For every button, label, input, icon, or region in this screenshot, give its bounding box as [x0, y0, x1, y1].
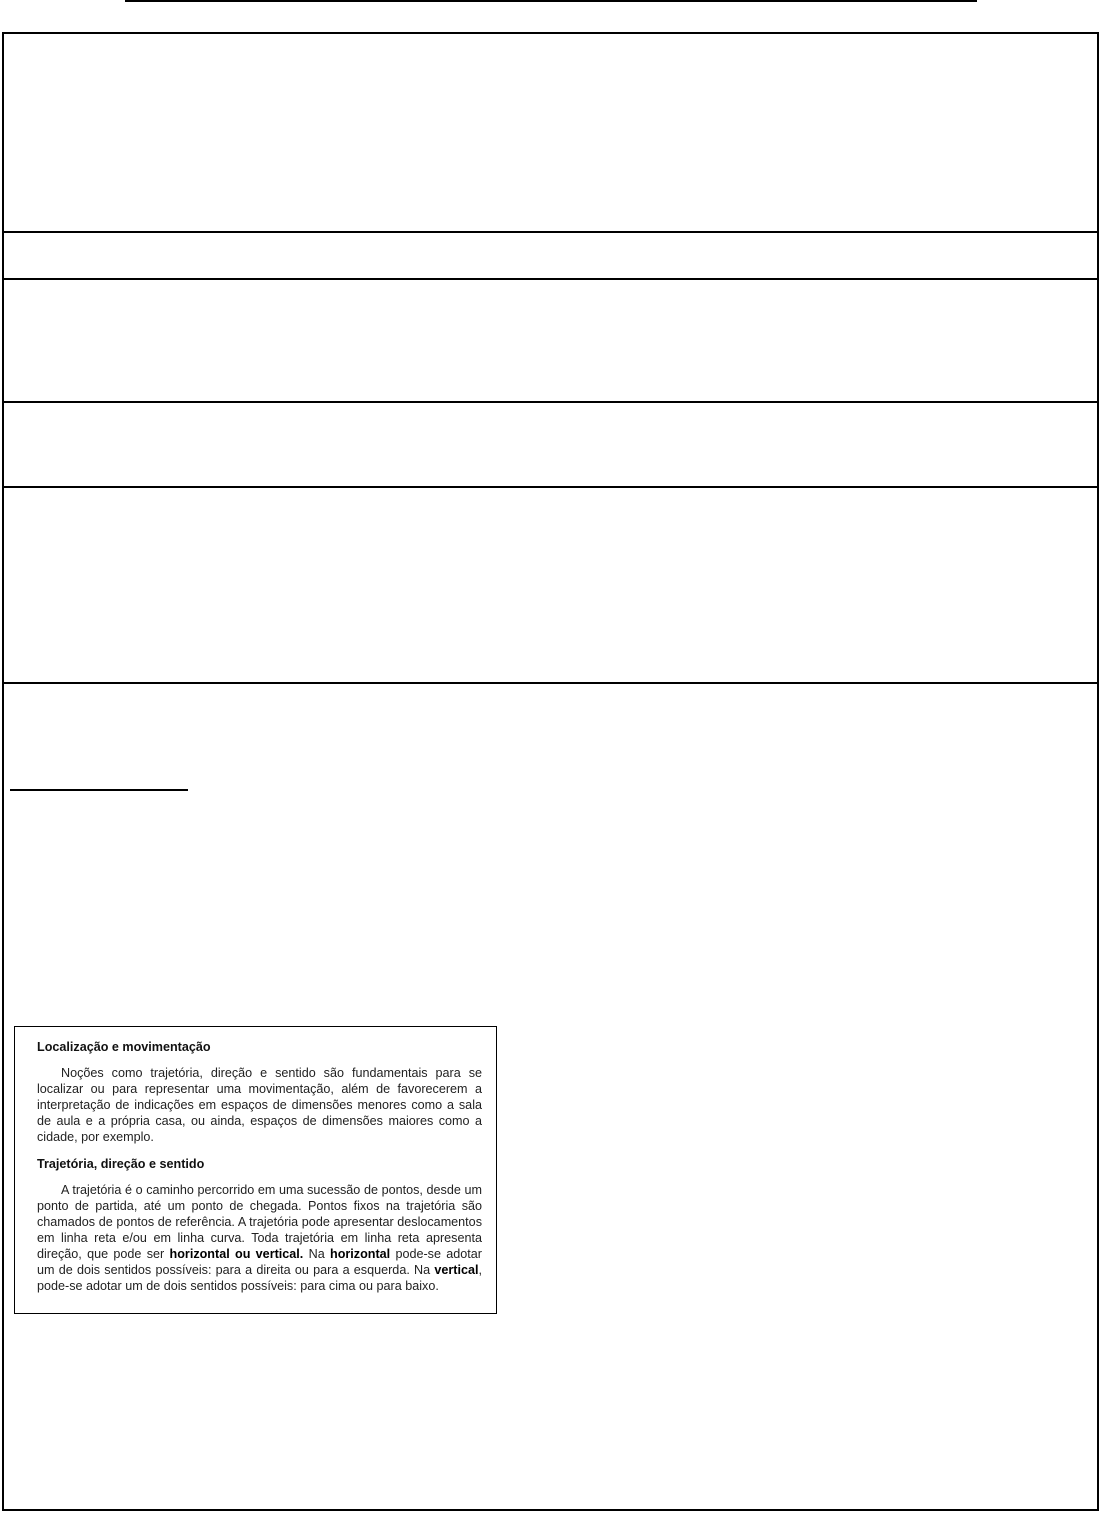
- top-rule: [125, 0, 977, 2]
- field-row-3: [2, 403, 1099, 486]
- paragraph-localizacao: Noções como trajetória, direção e sentido são fundamentais para se localizar ou para representar uma movimentação, além de favorecerem a interpretação de indicações em espaços de dimensões menores como a sala de aula e a própria casa, ou ainda, espaços de dimensões maiores como a cidade, por exemplo.: [37, 1066, 482, 1145]
- header-section: [2, 34, 1099, 231]
- bold-vertical: vertical: [434, 1263, 479, 1278]
- paragraph-trajetoria-part-2: Na: [303, 1247, 330, 1262]
- paragraph-trajetoria-part-3: pode-se adotar um de dois sentidos possíveis: para a direita ou para a esquerda. Na: [37, 1247, 482, 1278]
- field-row-4: [2, 488, 1099, 682]
- heading-localizacao: Localização e movimentação: [37, 1040, 211, 1054]
- title-underline: [10, 789, 188, 791]
- paragraph-trajetoria: [37, 1182, 482, 1295]
- bold-horizontal: horizontal: [330, 1247, 391, 1262]
- paragraph-trajetoria-part-4: , pode-se adotar um de dois sentidos possíveis: para cima ou para baixo.: [37, 1263, 482, 1294]
- field-row-1: [2, 233, 1099, 278]
- heading-trajetoria: Trajetória, direção e sentido: [37, 1156, 205, 1171]
- paragraph-trajetoria-part-1: A trajetória é o caminho percorrido em uma sucessão de pontos, desde um ponto de partida, até um ponto de chegada. Pontos fixos na trajetória são chamados de pontos de referência. A trajetória pode apresentar deslocamentos em linha reta e/ou em linha curva. Toda trajetória em linha reta apresenta direção, que pode ser: [37, 1182, 482, 1262]
- field-row-2: [2, 280, 1099, 401]
- bold-horizontal-ou-vertical: horizontal ou vertical.: [169, 1247, 304, 1262]
- reading-text-box: [14, 1026, 497, 1314]
